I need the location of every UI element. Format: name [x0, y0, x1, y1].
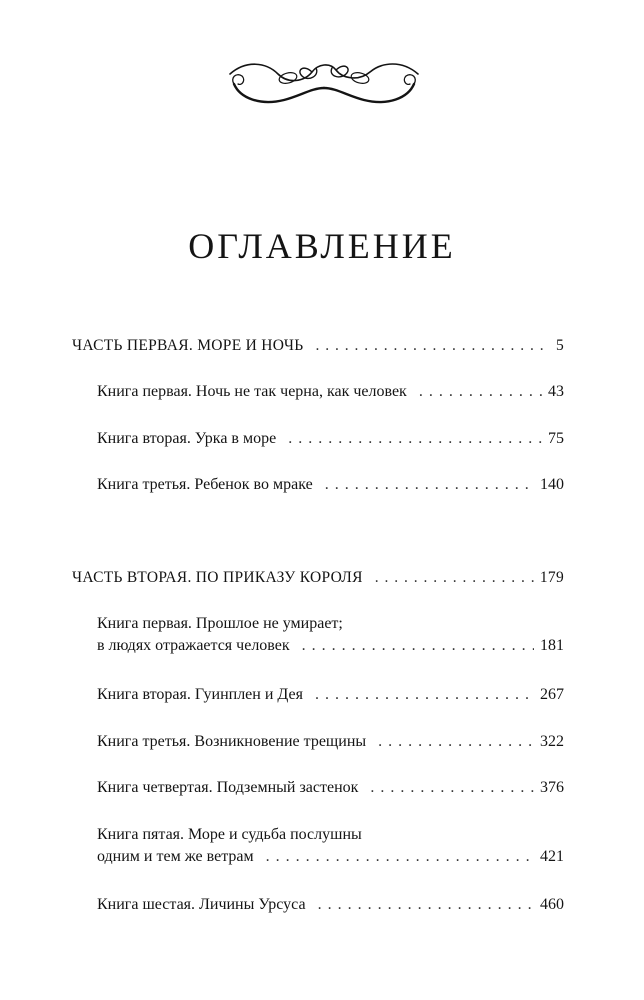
- page-number: 322: [540, 733, 564, 750]
- toc-part-entry: [72, 567, 564, 589]
- toc-book-entry: [97, 613, 564, 657]
- book-title-line1: Книга первая. Прошлое не умирает;: [97, 615, 343, 632]
- book-title: Книга третья. Возникновение трещины: [97, 733, 367, 750]
- part-title: ЧАСТЬ ПЕРВАЯ. МОРЕ И НОЧЬ: [72, 337, 304, 354]
- page-number: 5: [555, 337, 564, 354]
- toc-book-entry: [97, 824, 564, 868]
- dot-leader: [316, 335, 550, 357]
- book-title: Книга первая. Ночь не так черна, как человек: [97, 383, 407, 400]
- book-title: Книга вторая. Урка в море: [97, 430, 277, 447]
- book-title-line2: в людях отражается человек: [97, 637, 290, 654]
- toc-part-entry: [72, 335, 564, 357]
- book-title-line2: одним и тем же ветрам: [97, 848, 254, 865]
- page-number: 179: [539, 569, 564, 586]
- dot-leader: [419, 381, 542, 403]
- page-number: 376: [540, 779, 564, 796]
- page-number: 267: [540, 686, 564, 703]
- page-number: 460: [540, 896, 564, 913]
- book-title: Книга вторая. Гуинплен и Дея: [97, 686, 303, 703]
- toc-book-entry: [97, 381, 564, 403]
- book-title: Книга шестая. Личины Урсуса: [97, 896, 306, 913]
- page-title: ОГЛАВЛЕНИЕ: [188, 226, 456, 266]
- toc-book-entry: [97, 731, 564, 753]
- book-title: Книга третья. Ребенок во мраке: [97, 476, 313, 493]
- page-number: 43: [548, 383, 564, 400]
- page-number: 181: [540, 637, 564, 654]
- toc-book-entry: [97, 474, 564, 496]
- page-number: 75: [548, 430, 564, 447]
- dot-leader: [318, 894, 534, 916]
- book-title: Книга четвертая. Подземный застенок: [97, 779, 359, 796]
- dot-leader: [370, 777, 534, 799]
- page-number: 421: [540, 848, 564, 865]
- dot-leader: [288, 428, 542, 450]
- toc-book-entry: [97, 428, 564, 450]
- book-title-line1: Книга пятая. Море и судьба послушны: [97, 826, 362, 843]
- dot-leader: [378, 731, 534, 753]
- page-number: 140: [540, 476, 564, 493]
- dot-leader: [302, 635, 534, 657]
- dot-leader: [375, 567, 534, 589]
- decorative-flourish-ornament: [226, 54, 422, 114]
- dot-leader: [315, 684, 534, 706]
- toc-book-entry: [97, 684, 564, 706]
- dot-leader: [325, 474, 534, 496]
- dot-leader: [266, 846, 534, 868]
- part-title: ЧАСТЬ ВТОРАЯ. ПО ПРИКАЗУ КОРОЛЯ: [72, 569, 363, 586]
- toc-book-entry: [97, 894, 564, 916]
- toc-book-entry: [97, 777, 564, 799]
